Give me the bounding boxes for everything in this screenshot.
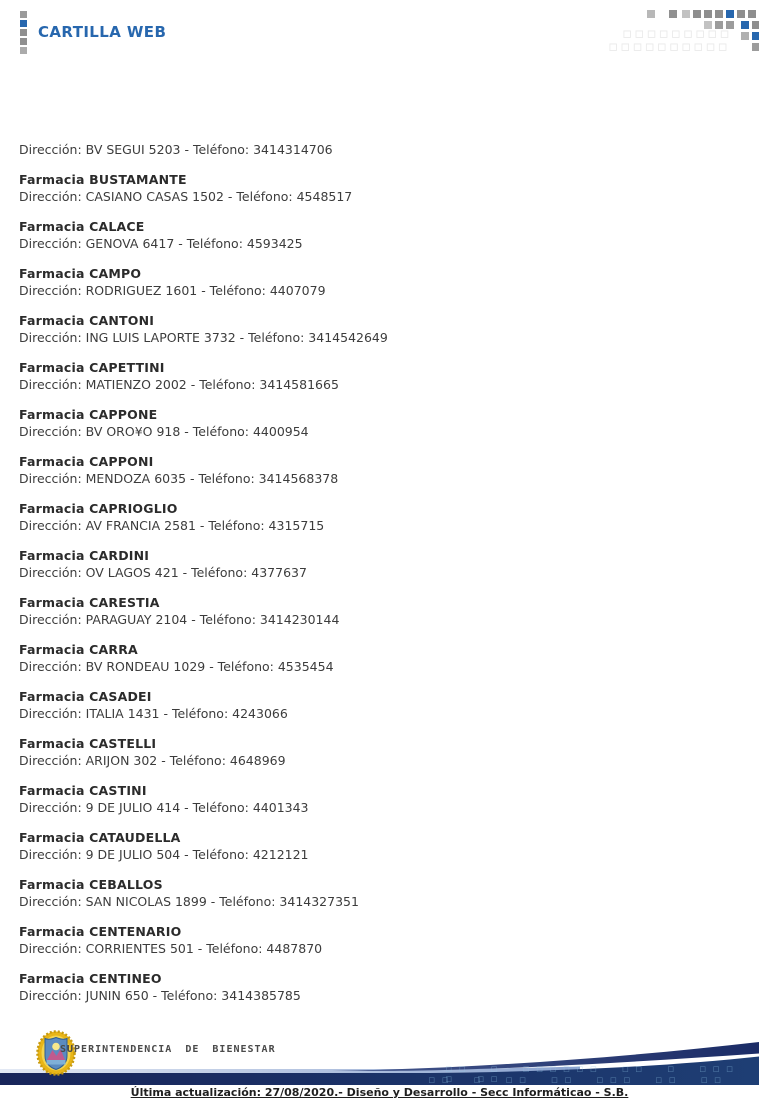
pharmacy-name: Farmacia BUSTAMANTE xyxy=(19,172,187,187)
pharmacy-details: Dirección: CORRIENTES 501 - Teléfono: 4487870 xyxy=(19,941,323,956)
pharmacy-entry xyxy=(19,453,739,487)
pharmacy-entry xyxy=(19,312,739,346)
pharmacy-name: Farmacia CALACE xyxy=(19,219,145,234)
footer-organization: SUPERINTENDENCIA DE BIENESTAR xyxy=(60,1044,276,1055)
pharmacy-name: Farmacia CENTENARIO xyxy=(19,924,182,939)
pharmacy-details: Dirección: MENDOZA 6035 - Teléfono: 3414568378 xyxy=(19,471,339,486)
pharmacy-entry xyxy=(19,923,739,957)
logo-square xyxy=(20,11,27,18)
pharmacy-entry xyxy=(19,171,739,205)
pharmacy-details: Dirección: OV LAGOS 421 - Teléfono: 4377637 xyxy=(19,565,307,580)
pharmacy-list xyxy=(19,141,739,1004)
pharmacy-entry xyxy=(19,876,739,910)
pharmacy-details: Dirección: RODRIGUEZ 1601 - Teléfono: 4407079 xyxy=(19,283,326,298)
pharmacy-details: Dirección: AV FRANCIA 2581 - Teléfono: 4315715 xyxy=(19,518,325,533)
footer-credits: Última actualización: 27/08/2020.- Diseño y Desarrollo - Secc Informáticao - S.B. xyxy=(130,1086,629,1099)
pharmacy-name: Farmacia CASTINI xyxy=(19,783,147,798)
pharmacy-details: Dirección: 9 DE JULIO 414 - Teléfono: 4401343 xyxy=(19,800,309,815)
pharmacy-details: Dirección: PARAGUAY 2104 - Teléfono: 3414230144 xyxy=(19,612,340,627)
pharmacy-name: Farmacia CARRA xyxy=(19,642,138,657)
pharmacy-entry xyxy=(19,406,739,440)
pharmacy-name: Farmacia CAPPONI xyxy=(19,454,154,469)
pharmacy-entry xyxy=(19,735,739,769)
pharmacy-details-orphan: Dirección: BV SEGUI 5203 - Teléfono: 3414314706 xyxy=(19,142,333,157)
pharmacy-name: Farmacia CATAUDELLA xyxy=(19,830,181,845)
pharmacy-entry xyxy=(19,641,739,675)
pharmacy-name: Farmacia CANTONI xyxy=(19,313,155,328)
pharmacy-name: Farmacia CAMPO xyxy=(19,266,142,281)
pharmacy-name: Farmacia CAPETTINI xyxy=(19,360,165,375)
footer-band-squares xyxy=(428,1075,727,1085)
pharmacy-details: Dirección: SAN NICOLAS 1899 - Teléfono: 3414327351 xyxy=(19,894,359,909)
pharmacy-details: Dirección: 9 DE JULIO 504 - Teléfono: 4212121 xyxy=(19,847,309,862)
pharmacy-details: Dirección: GENOVA 6417 - Teléfono: 4593425 xyxy=(19,236,303,251)
pharmacy-entry xyxy=(19,265,739,299)
pharmacy-name: Farmacia CARESTIA xyxy=(19,595,160,610)
logo-square xyxy=(20,47,27,54)
pharmacy-details: Dirección: BV RONDEAU 1029 - Teléfono: 4535454 xyxy=(19,659,334,674)
pharmacy-entry xyxy=(19,500,739,534)
logo-square-blue xyxy=(20,20,27,27)
pharmacy-entry xyxy=(19,688,739,722)
pharmacy-details: Dirección: MATIENZO 2002 - Teléfono: 3414581665 xyxy=(19,377,339,392)
pharmacy-details: Dirección: JUNIN 650 - Teléfono: 3414385785 xyxy=(19,988,301,1003)
cartilla-web-logo-icon xyxy=(20,11,27,56)
pharmacy-entry xyxy=(19,782,739,816)
pharmacy-name: Farmacia CAPPONE xyxy=(19,407,158,422)
mosaic-ghost-squares xyxy=(608,40,730,52)
logo-square xyxy=(20,38,27,45)
pharmacy-entry xyxy=(19,359,739,393)
logo-square xyxy=(20,29,27,36)
pharmacy-name: Farmacia CASADEI xyxy=(19,689,152,704)
pharmacy-details: Dirección: ARIJON 302 - Teléfono: 4648969 xyxy=(19,753,286,768)
pharmacy-name: Farmacia CARDINI xyxy=(19,548,150,563)
pharmacy-details: Dirección: ING LUIS LAPORTE 3732 - Teléfono: 3414542649 xyxy=(19,330,388,345)
pharmacy-details: Dirección: BV ORO¥O 918 - Teléfono: 4400954 xyxy=(19,424,309,439)
pharmacy-entry xyxy=(19,547,739,581)
page-title: CARTILLA WEB xyxy=(38,23,167,41)
pharmacy-entry xyxy=(19,829,739,863)
pharmacy-name: Farmacia CAPRIOGLIO xyxy=(19,501,178,516)
pharmacy-name: Farmacia CASTELLI xyxy=(19,736,157,751)
pharmacy-details: Dirección: ITALIA 1431 - Teléfono: 4243066 xyxy=(19,706,288,721)
pharmacy-details: Dirección: CASIANO CASAS 1502 - Teléfono: 4548517 xyxy=(19,189,353,204)
pharmacy-entry xyxy=(19,218,739,252)
pharmacy-name: Farmacia CEBALLOS xyxy=(19,877,163,892)
pharmacy-entry xyxy=(19,594,739,628)
corner-mosaic-decoration xyxy=(0,0,8,8)
pharmacy-entry xyxy=(19,970,739,1004)
header xyxy=(0,0,759,62)
pharmacy-name: Farmacia CENTINEO xyxy=(19,971,162,986)
